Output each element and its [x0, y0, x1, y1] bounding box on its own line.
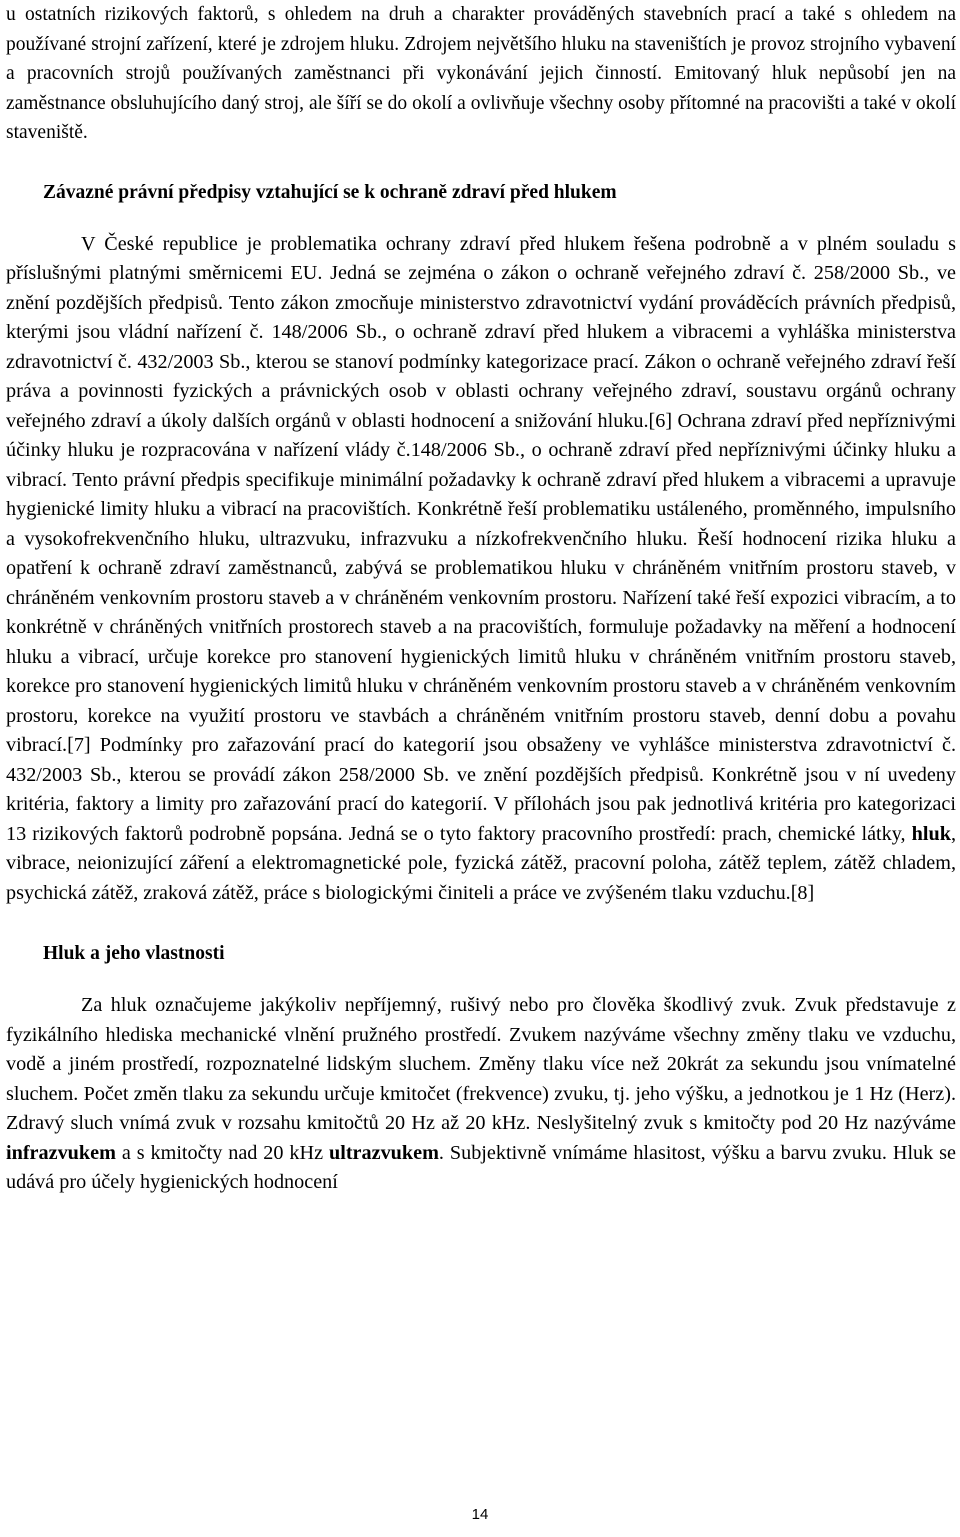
- paragraph-text: V České republice je problematika ochrany zdraví před hlukem řešena podrobně a v plném souladu s příslušnými platnými směrnicemi EU. Jedná se zejména o zákon o ochraně veřejného zdraví č. 258/2000 Sb., ve znění pozdějších předpisů. Tento zákon zmocňuje ministerstvo zdravotnictví vydání prováděcích právních předpisů, kterými jsou vládní nařízení č. 148/2006 Sb., o ochraně zdraví před hlukem a vibracemi a vyhláška ministerstva zdravotnictví č. 432/2003 Sb., kterou se stanoví podmínky kategorizace prací. Zákon o ochraně veřejného zdraví řeší práva a povinnosti fyzických a právnických osob v oblasti ochrany veřejného zdraví, soustavu orgánů ochrany veřejného zdraví a úkoly dalších orgánů v oblasti hodnocení a snižování hluku.[6] Ochrana zdraví před nepříznivými účinky hluku je rozpracována v nařízení vlády č.148/2006 Sb., o ochraně zdraví před nepříznivými účinky hluku a vibrací. Tento právní předpis specifikuje minimální požadavky k ochraně zdraví před hlukem a vibracemi a upravuje hygienické limity hluku a vibrací na pracovištích. Konkrétně řeší problematiku ustáleného, proměnného, impulsního a vysokofrekvenčního hluku, ultrazvuku, infrazvuku a nízkofrekvenčního hluku. Řeší hodnocení rizika hluku a opatření k ochraně zdraví zaměstnanců, zabývá se problematikou hluku v chráněném vnitřním prostoru staveb, v chráněném venkovním prostoru staveb a v chráněném venkovním prostoru. Nařízení také řeší expozici vibracím, a to konkrétně v chráněných vnitřních prostorech staveb a na pracovištích, formuluje požadavky na měření a hodnocení hluku a vibrací, určuje korekce pro stanovení hygienických limitů hluku v chráněném vnitřním prostoru staveb, korekce pro stanovení hygienických limitů hluku v chráněném venkovním prostoru staveb a v chráněném venkovním prostoru, korekce na využití prostoru ve stavbách a chráněném vnitřním prostoru staveb, denní dobu a povahu vibrací.[7] Podmínky pro zařazování prací do kategorií jsou obsaženy ve vyhlášce ministerstva zdravotnictví č. 432/2003 Sb., kterou se provádí zákon 258/2000 Sb. ve znění pozdějších předpisů. Konkrétně jsou v ní uvedeny kritéria, faktory a limity pro zařazování prací do kategorií. V přílohách jsou pak jednotlivá kritéria pro kategorizaci 13 rizikových faktorů podrobně popsána. Jedná se o tyto faktory pracovního prostředí: prach, chemické látky,: [6, 232, 956, 845]
- paragraph-noise-properties: [6, 991, 956, 1198]
- bold-term-hluk: hluk: [911, 822, 951, 845]
- paragraph-text: Za hluk označujeme jakýkoliv nepříjemný, rušivý nebo pro člověka škodlivý zvuk. Zvuk představuje z fyzikálního hlediska mechanické vlnění pružného prostředí. Zvukem nazýváme všechny změny tlaku ve vzduchu, vodě a jiném prostředí, rozpoznatelné lidským sluchem. Změny tlaku více než 20krát za sekundu jsou vnímatelné sluchem. Počet změn tlaku za sekundu určuje kmitočet (frekvence) zvuku, tj. jeho výšku, a jednotkou je 1 Hz (Herz). Zdravý sluch vnímá zvuk v rozsahu kmitočtů 20 Hz až 20 kHz. Neslyšitelný zvuk s kmitočty pod 20 Hz nazýváme: [6, 994, 956, 1134]
- heading-legal-regulations: Závazné právní předpisy vztahující se k ochraně zdraví před hlukem: [43, 181, 617, 203]
- document-page: [6, 0, 956, 1198]
- bold-term-infrazvuk: infrazvukem: [6, 1141, 116, 1164]
- paragraph-text: , vibrace, neionizující záření a elektromagnetické pole, fyzická zátěž, pracovní poloha, zátěž teplem, zátěž chladem, psychická zátěž, zraková zátěž, práce s biologickými činiteli a práce ve zvýšeném tlaku vzduchu.[8]: [6, 822, 956, 904]
- bold-term-ultrazvuk: ultrazvukem: [329, 1141, 439, 1164]
- paragraph-text: . Subjektivně vnímáme hlasitost, výšku a barvu zvuku. Hluk se udává pro účely hygienických hodnocení: [6, 1141, 956, 1193]
- page-number: 14: [471, 1506, 489, 1523]
- paragraph-intro: u ostatních rizikových faktorů, s ohledem na druh a charakter prováděných stavebních prací a také s ohledem na používané strojní zařízení, které je zdrojem hluku. Zdrojem největšího hluku na staveništích je provoz strojního vybavení a pracovních strojů používaných zaměstnanci při vykonávání jejich činností. Emitovaný hluk nepůsobí jen na zaměstnance obsluhujícího daný stroj, ale šíří se do okolí a ovlivňuje všechny osoby přítomné na pracovišti a také v okolí staveniště.: [6, 4, 956, 143]
- paragraph-legal-regulations: [6, 230, 956, 909]
- heading-noise-properties: Hluk a jeho vlastnosti: [43, 943, 225, 964]
- paragraph-text: a s kmitočty nad 20 kHz: [115, 1141, 329, 1164]
